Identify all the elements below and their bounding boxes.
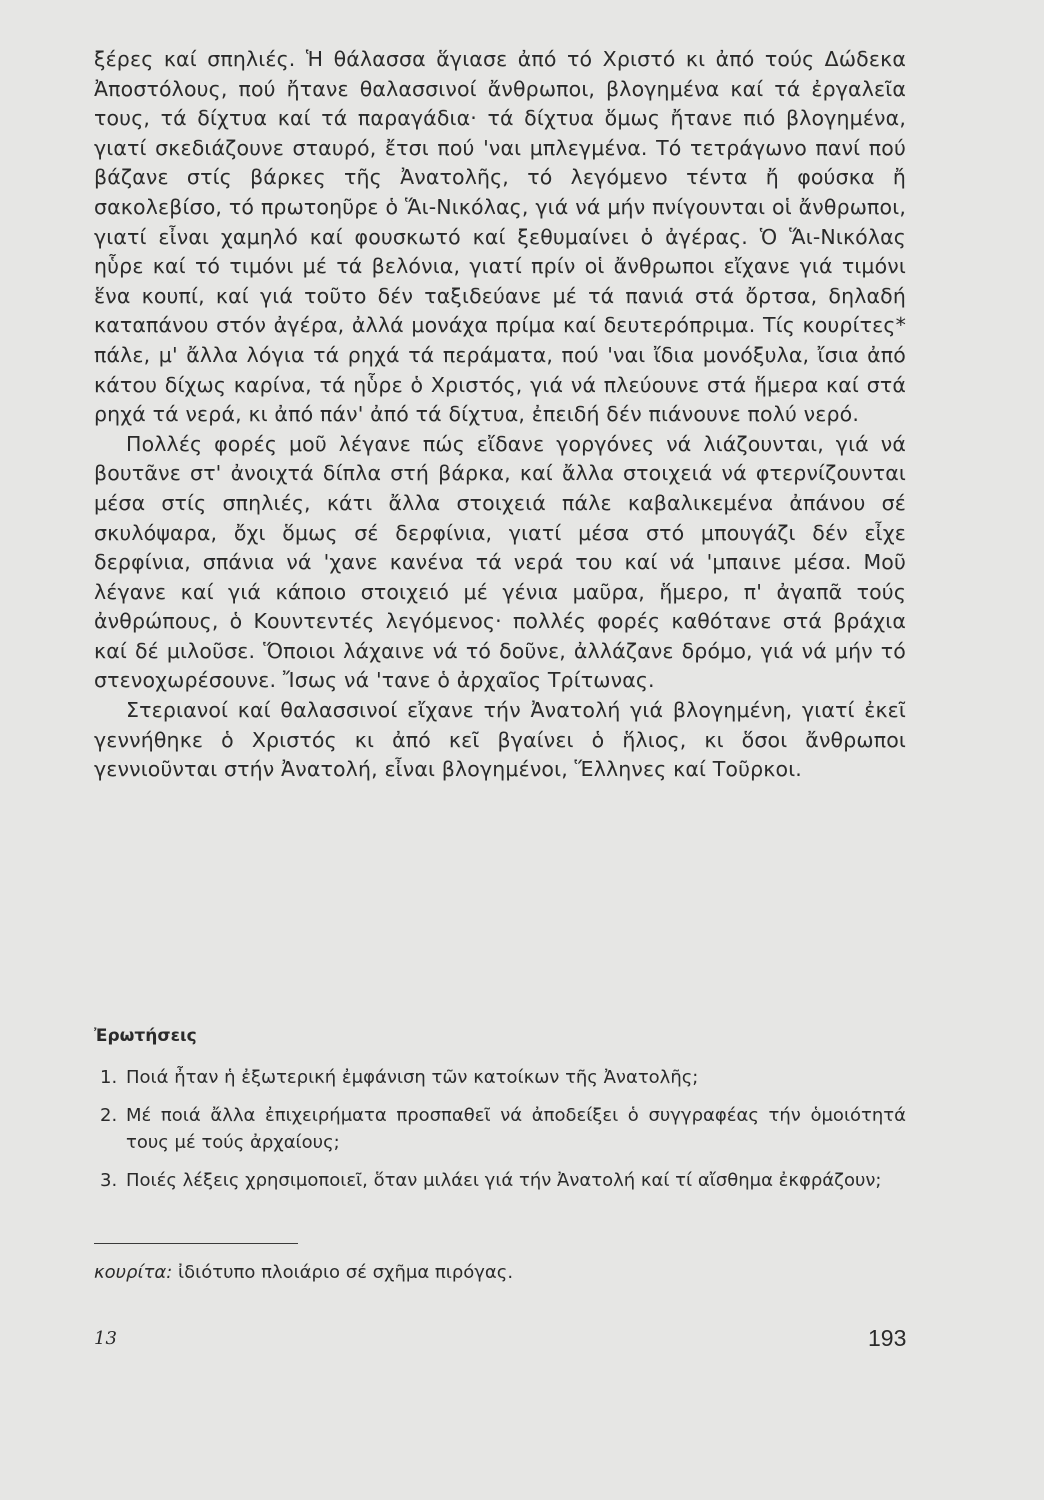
footnote-divider — [94, 1243, 298, 1244]
question-item — [94, 1167, 906, 1194]
main-text — [94, 45, 906, 785]
question-number: 2. — [100, 1105, 118, 1126]
footnote — [94, 1260, 513, 1286]
question-number: 1. — [100, 1067, 118, 1088]
paragraph-2: Πολλές φορές μοῦ λέγανε πώς εἴδανε γοργόνες νά λιάζουνται, γιά νά βουτᾶνε στ' ἀνοιχτά δίπλα στή βάρκα, καί ἄλλα στοιχειά νά φτερνίζουνται μέσα στίς σπηλιές, κάτι ἄλλα στοιχειά πάλε καβαλικεμένα ἀπάνου σέ σκυλόψαρα, ὄχι ὅμως σέ δερφίνια, γιατί μέσα στό μπουγάζι δέν εἶχε δερφίνια, σπάνια νά 'χανε κανένα τά νερά του καί νά 'μπαινε μέσα. Μοῦ λέγανε καί γιά κάποιο στοιχειό μέ γένια μαῦρα, ἥμερο, π' ἀγαπᾶ τούς ἀνθρώπους, ὁ Κουντεντές λεγόμενος· πολλές φορές καθότανε στά βράχια καί δέ μιλοῦσε. Ὅποιοι λάχαινε νά τό δοῦνε, ἀλλάζανε δρόμο, γιά νά μήν τό στενοχωρέσουνε. Ἴσως νά 'τανε ὁ ἀρχαῖος Τρίτωνας. — [94, 431, 906, 693]
question-item — [94, 1102, 906, 1156]
footnote-term: κουρίτα: — [94, 1262, 173, 1283]
question-text: Μέ ποιά ἄλλα ἐπιχειρήματα προσπαθεῖ νά ἀποδείξει ὁ συγγραφέας τήν ὁμοιότητά τους μέ τούς ἀρχαίους; — [126, 1105, 906, 1153]
paragraph-3: Στεριανοί καί θαλασσινοί εἴχανε τήν Ἀνατολή γιά βλογημένη, γιατί ἐκεῖ γεννήθηκε ὁ Χριστός κι ἀπό κεῖ βγαίνει ὁ ἥλιος, κι ὅσοι ἄνθρωποι γεννιοῦνται στήν Ἀνατολή, εἶναι βλογημένοι, Ἕλληνες καί Τοῦρκοι. — [94, 698, 906, 782]
questions-heading: Ἐρωτήσεις — [94, 1026, 197, 1046]
question-text: Ποιές λέξεις χρησιμοποιεῖ, ὅταν μιλάει γιά τήν Ἀνατολή καί τί αἴσθημα ἐκφράζουν; — [126, 1170, 882, 1191]
question-text: Ποιά ἦταν ἡ ἐξωτερική ἐμφάνιση τῶν κατοίκων τῆς Ἀνατολῆς; — [126, 1067, 699, 1088]
page-number: 193 — [868, 1325, 907, 1351]
questions-list — [94, 1064, 906, 1205]
question-number: 3. — [100, 1170, 118, 1191]
signature-mark: 13 — [94, 1328, 117, 1349]
question-item — [94, 1064, 906, 1091]
footnote-definition: ἰδιότυπο πλοιάριο σέ σχῆμα πιρόγας. — [172, 1262, 514, 1283]
paragraph-1: ξέρες καί σπηλιές. Ἡ θάλασσα ἅγιασε ἀπό τό Χριστό κι ἀπό τούς Δώδεκα Ἀποστόλους, πού ἤτανε θαλασσινοί ἄνθρωποι, βλογημένα καί τά ἐργαλεῖα τους, τά δίχτυα καί τά παραγάδια· τά δίχτυα ὅμως ἤτανε πιό βλογημένα, γιατί σκεδιάζουνε σταυρό, ἔτσι πού 'ναι μπλεγμένα. Τό τετράγωνο πανί πού βάζανε στίς βάρκες τῆς Ἀνατολῆς, τό λεγόμενο τέντα ἤ φούσκα ἤ σακολεβίσο, τό πρωτοηῦρε ὁ Ἅι-Νικόλας, γιά νά μήν πνίγουνται οἱ ἄνθρωποι, γιατί εἶναι χαμηλό καί φουσκωτό καί ξεθυμαίνει ὁ ἀγέρας. Ὁ Ἅι-Νικόλας ηὗρε καί τό τιμόνι μέ τά βελόνια, γιατί πρίν οἱ ἄνθρωποι εἴχανε γιά τιμόνι ἕνα κουπί, καί γιά τοῦτο δέν ταξιδεύανε μέ τά πανιά στά ὄρτσα, δηλαδή καταπάνου στόν ἀγέρα, ἀλλά μονάχα πρίμα καί δευτερόπριμα. Τίς κουρίτες* πάλε, μ' ἄλλα λόγια τά ρηχά τά περάματα, πού 'ναι ἴδια μονόξυλα, ἴσια ἀπό κάτου δίχως καρίνα, τά ηὗρε ὁ Χριστός, γιά νά πλεύουνε στά ἥμερα καί στά ρηχά τά νερά, κι ἀπό πάν' ἀπό τά δίχτυα, ἐπειδή δέν πιάνουνε πολύ νερό. — [94, 47, 906, 427]
